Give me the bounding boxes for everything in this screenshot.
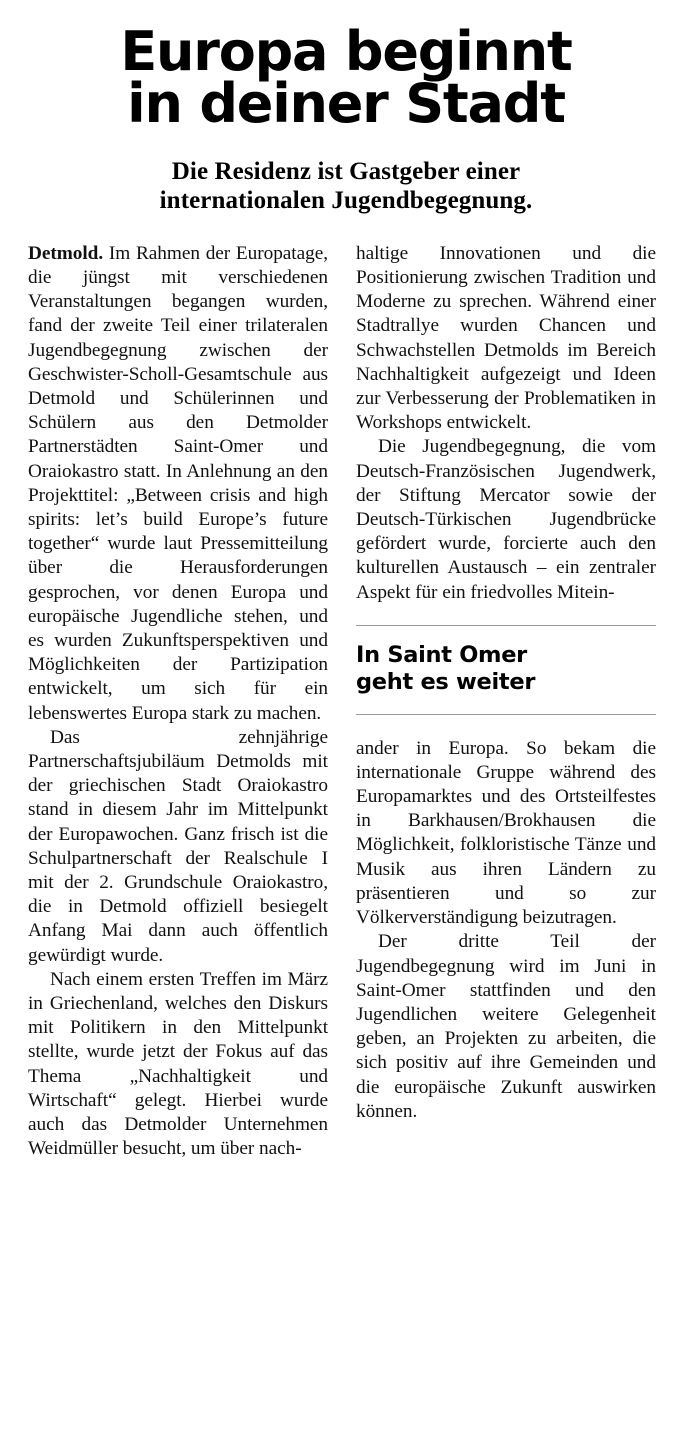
divider-top [356,625,656,626]
article-paragraph [28,242,328,726]
article-paragraph: Der dritte Teil der Jugendbegegnung wird im Juni in Saint-Omer stattfinden und den Jugendlichen weitere Gelegenheit geben, an Projekten zu arbeiten, die sich positiv auf ihre Gemeinden und die europäische Zukunft auswirken können. [356,931,656,1122]
article-paragraph: Nach einem ersten Treffen im März in Griechenland, welches den Diskurs mit Politikern in den Mittelpunkt stellte, wurde jetzt der Fokus auf das Thema „Nachhaltigkeit und Wirtschaft“ gelegt. Hierbei wurde auch das Detmolder Unternehmen Weidmüller besucht, um über nach- [28,968,328,1160]
article-column-right [356,242,656,1124]
article-paragraph: Das zehnjährige Partnerschaftsjubiläum Detmolds mit der griechischen Stadt Oraiokastro stand in diesem Jahr im Mittelpunkt der Europawochen. Ganz frisch ist die Schulpartnerschaft der Realschule I mit der 2. Grundschule Oraiokastro, die in Detmold offiziell besiegelt Anfang Mai dann auch öffentlich gewürdigt wurde. [28,726,328,966]
article-paragraph: haltige Innovationen und die Positionierung zwischen Tradition und Moderne zu sprechen. Während einer Stadtrallye wurden Chancen und Schwachstellen Detmolds im Bereich Nachhaltigkeit aufgezeigt und Ideen zur Verbesserung der Problematiken in Workshops entwickelt. [356,242,656,434]
paragraph-text: Im Rahmen der Europatage, die jüngst mit verschiedenen Veranstaltungen begangen wurden, fand der zweite Teil einer trilateralen Jugendbegegnung zwischen der Geschwister-Scholl-Gesamtschule aus Detmold und Schülerinnen und Schülern aus den Detmolder Partnerstädten Saint-Omer und Oraiokastro statt. In Anlehnung an den Projekttitel: „Between crisis and high spirits: let’s build Europe’s future together“ wurde laut Pressemitteilung über die Herausforderungen gesprochen, vor denen Europa und europäische Jugendliche stehen, und es wurden Zukunftsperspektiven und Möglichkeiten der Partizipation entwickelt, um sich für ein lebenswertes Europa stark zu machen. [28,242,328,724]
section-heading-line-2: geht es weiter [356,669,536,696]
headline-line-1: Europa beginnt [120,20,572,83]
section-heading-line-1: In Saint Omer [356,641,527,668]
spacer [356,715,656,737]
article-subheadline [96,157,596,216]
headline-line-2: in deiner Stadt [127,72,565,136]
article-column-left [28,242,328,1162]
subheadline-line-2: internationalen Jugendbegegnung. [159,187,533,215]
article-paragraph: Die Jugendbegegnung, die vom Deutsch-Französischen Jugendwerk, der Stiftung Mercator sowie der Deutsch-Türkischen Jugendbrücke gefördert wurde, forcierte auch den kulturellen Austausch – ein zentraler Aspekt für ein friedvolles Mitein- [356,436,656,603]
dateline: Detmold. [28,242,104,264]
subheadline-line-1: Die Residenz ist Gastgeber einer [171,157,521,185]
section-heading [356,642,656,697]
article-paragraph: ander in Europa. So bekam die internationale Gruppe während des Europamarktes und des Ortsteilfestes in Barkhausen/Brokhausen die Möglichkeit, folkloristische Tänze und Musik aus ihren Ländern zu präsentieren und so zur Völkerverständigung beizutragen. [356,737,656,929]
article-columns [28,242,664,1162]
page-title [28,20,664,136]
